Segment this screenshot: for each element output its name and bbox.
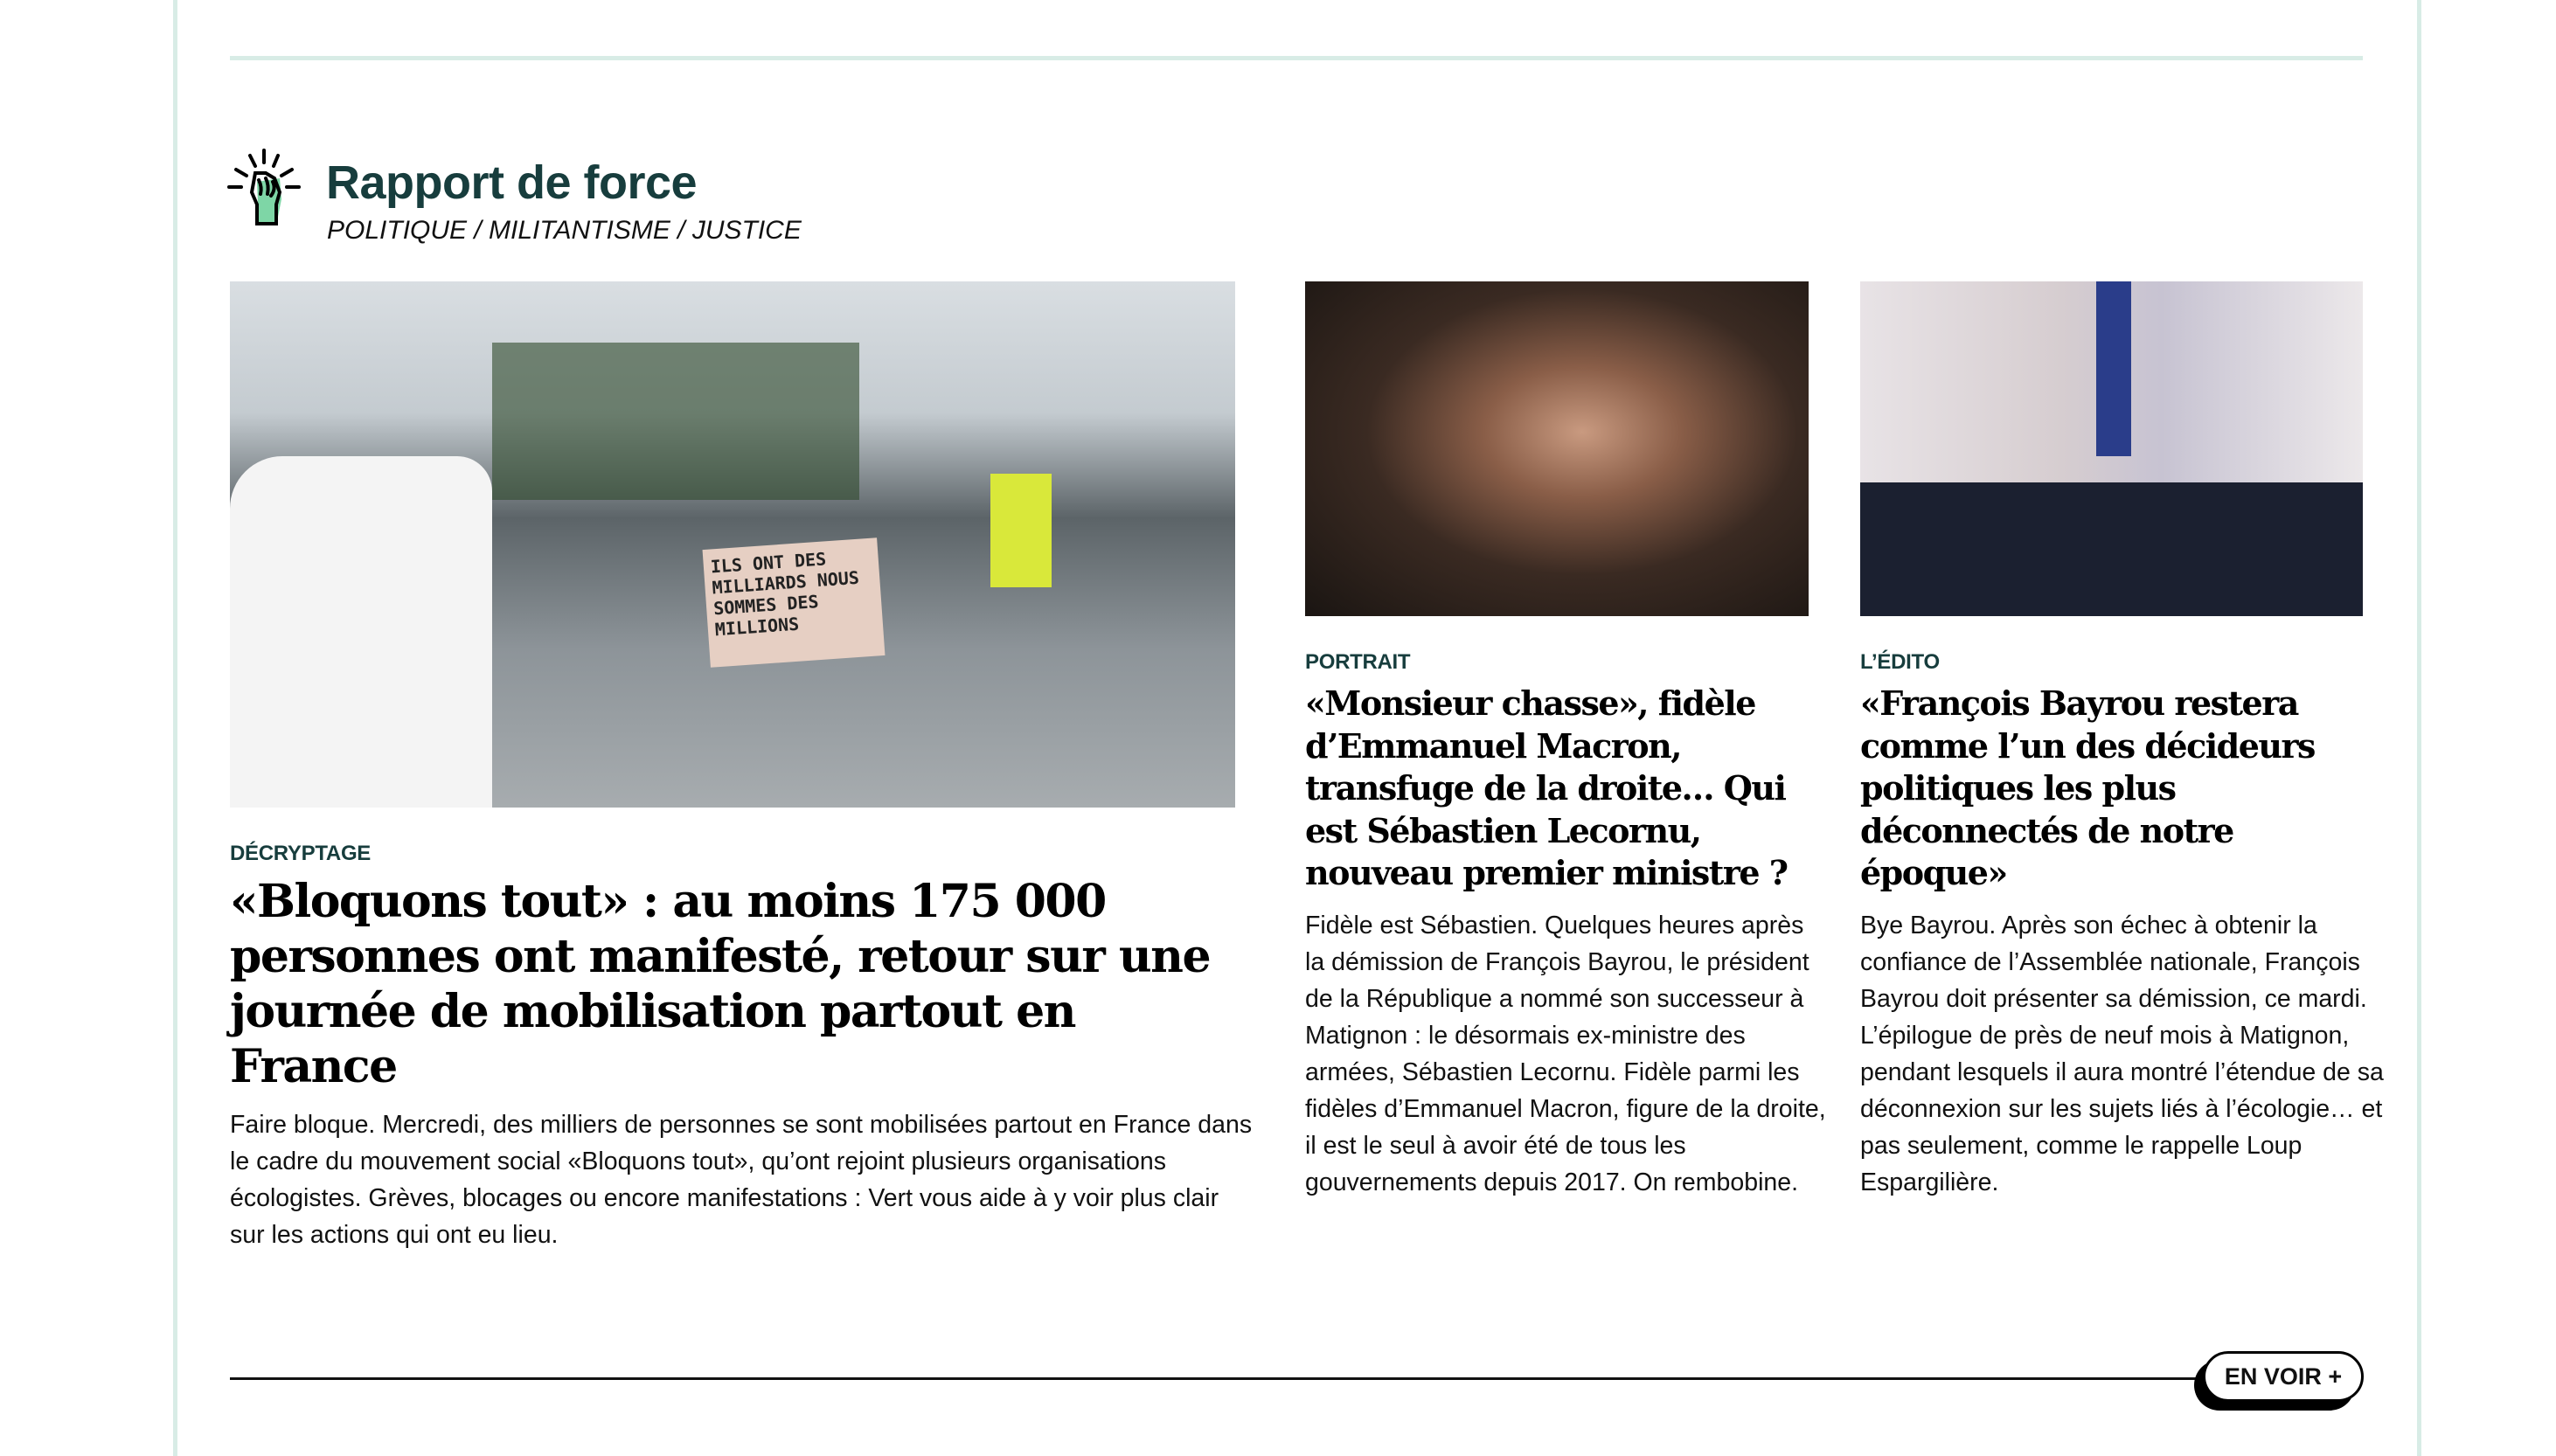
article-excerpt: Bye Bayrou. Après son échec à obtenir la confiance de l’Assemblée nationale, François Bayrou doit présenter sa démission, ce mardi. L’épilogue de près de neuf mois à Matignon, pendant lesquels il aura montré l’étendue de sa déconnexion sur les sujets liés à l’écologie… et pas seulement, comme le rappelle Loup Espargilière. — [1860, 911, 2384, 1196]
see-more-button[interactable]: EN VOIR + — [2203, 1351, 2364, 1402]
article-category: L’ÉDITO — [1860, 650, 1940, 674]
article-image-protest[interactable] — [230, 281, 1235, 808]
footer-divider — [230, 1377, 2197, 1380]
protest-sign: ILS ONT DES MILLIARDS NOUS SOMMES DES MILLIONS — [703, 537, 886, 668]
article-headline[interactable]: «Monsieur chasse», fidèle d’Emmanuel Macron, transfuge de la droite… Qui est Sébastien Lecornu, nouveau premier ministre ? — [1305, 683, 1788, 892]
section-divider — [230, 56, 2363, 60]
article-headline[interactable]: «Bloquons tout» : au moins 175 000 personnes ont manifesté, retour sur une journée de mobilisation partout en France — [230, 875, 1211, 1093]
article-image-bayrou-macron[interactable] — [1860, 281, 2363, 616]
article-category: DÉCRYPTAGE — [230, 842, 372, 865]
section-title[interactable]: Rapport de force — [326, 156, 698, 209]
article-card — [1860, 649, 2385, 1201]
article-image-lecornu[interactable] — [1305, 281, 1809, 616]
article-headline[interactable]: «François Bayrou restera comme l’un des décideurs politiques les plus déconnectés de notre époque» — [1860, 683, 2315, 892]
flag-shape — [2096, 281, 2131, 456]
trees-shape — [492, 343, 859, 500]
article-card — [1305, 649, 1830, 1201]
raised-fist-icon — [226, 147, 306, 227]
suits-shape — [1860, 482, 2363, 616]
article-excerpt: Fidèle est Sébastien. Quelques heures après la démission de François Bayrou, le président de la République a nommé son successeur à Matignon : le désormais ex-ministre des armées, Sébastien Lecornu. Fidèle parmi les fidèles d’Emmanuel Macron, figure de la droite, il est le seul à avoir été de tous les gouvernements depuis 2017. On rembobine. — [1305, 911, 1826, 1196]
article-card — [230, 841, 1253, 1253]
article-category: PORTRAIT — [1305, 650, 1411, 674]
yellow-vest-shape — [990, 474, 1052, 587]
car-shape — [230, 456, 492, 808]
section-subtitle: POLITIQUE / MILITANTISME / JUSTICE — [327, 216, 802, 245]
article-excerpt: Faire bloque. Mercredi, des milliers de personnes se sont mobilisées partout en France dans le cadre du mouvement social «Bloquons tout», qu’ont rejoint plusieurs organisations écologistes. Grèves, blocages ou encore manifestations : Vert vous aide à y voir plus clair sur les actions qui ont eu lieu. — [230, 1111, 1253, 1249]
